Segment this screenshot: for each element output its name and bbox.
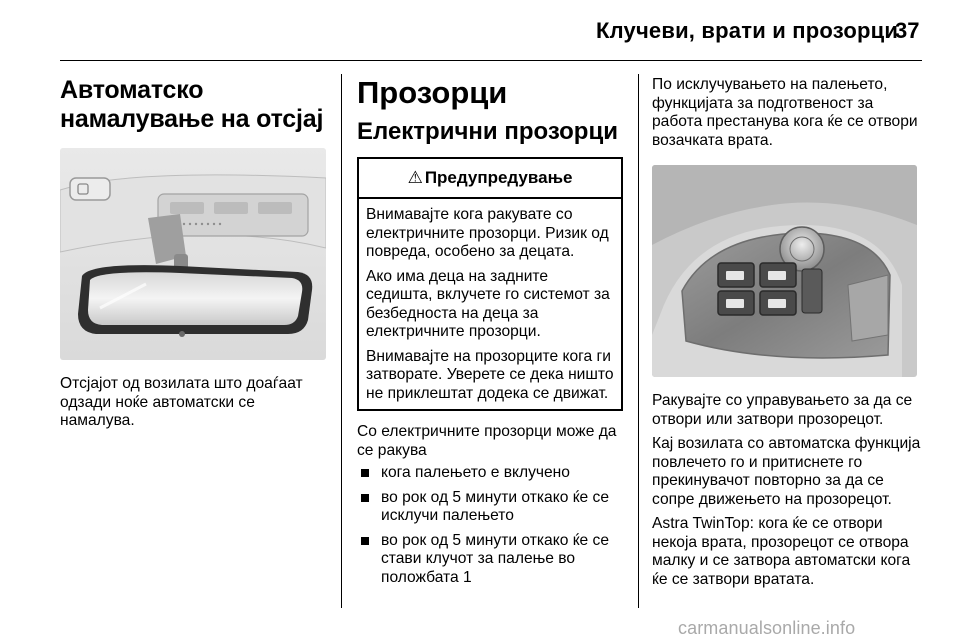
warning-paragraph: Внимавајте кога ракувате со електричните прозорци. Ризик од повреда, особено за децата. [366,206,609,260]
bullet-square-icon [361,469,369,477]
list-item: во рок од 5 минути откако ќе се стави клучот за палење во положбата 1 [357,532,623,588]
right-column [652,76,922,589]
column-divider-left [341,74,342,608]
list-item: во рок од 5 минути откако ќе се исклучи палењето [357,489,623,526]
bullet-square-icon [361,537,369,545]
windows-intro: Со електричните прозорци може да се ракува [357,423,617,459]
section-heading-antiglare: Автоматско намалување на отсјај [60,76,324,133]
warning-header [359,159,621,199]
left-column [60,76,326,431]
bullet-square-icon [361,494,369,502]
ignition-off-paragraph: По исклучувањето на палењето, функцијата за подготвеност за работа престанува кога ќе се отвори возачката врата. [652,76,918,149]
window-switch-image [652,165,917,377]
warning-paragraph: Ако има деца на задните седишта, вклучете го системот за безбедноста на деца за електричните прозорци. [366,267,610,340]
warning-body [359,199,621,409]
list-item: кога палењето е вклучено [357,464,623,483]
page-number: 37 [895,18,920,43]
subheading-power-windows: Електрични прозорци [357,118,618,145]
section-heading-windows: Прозорци [357,75,508,110]
watermark-text: carmanualsonline.info [678,618,856,638]
warning-paragraph: Внимавајте на прозорците кога ги затворате. Уверете се дека ништо не приклештат додека се движат. [366,347,614,402]
operate-switch-paragraph: Ракувајте со управувањето за да се отвори или затвори прозорецот. [652,392,913,428]
warning-title: Предупредување [424,168,573,187]
antiglare-caption: Отсјајот од возилата што доаѓаат одзади ноќе автоматски се намалува. [60,375,303,429]
chapter-title: Клучеви, врати и прозорци [596,18,899,43]
conditions-list [357,464,623,587]
warning-box [357,157,623,411]
header-divider [60,60,922,61]
page-header [0,0,960,60]
middle-column [357,76,623,593]
column-divider-right [638,74,639,608]
auto-function-paragraph: Кај возилата со автоматска функција повлечето го и притиснете го прекинувачот повторно за да се сопре движењето на прозорецот. [652,435,921,508]
rear-view-mirror-image [60,148,326,360]
warning-triangle-icon: ⚠ [407,168,423,187]
twintop-paragraph: Astra TwinTop: кога ќе се отвори некоја врата, прозорецот се отвора малку и се затвора автоматски кога ќе се затвори вратата. [652,515,911,588]
